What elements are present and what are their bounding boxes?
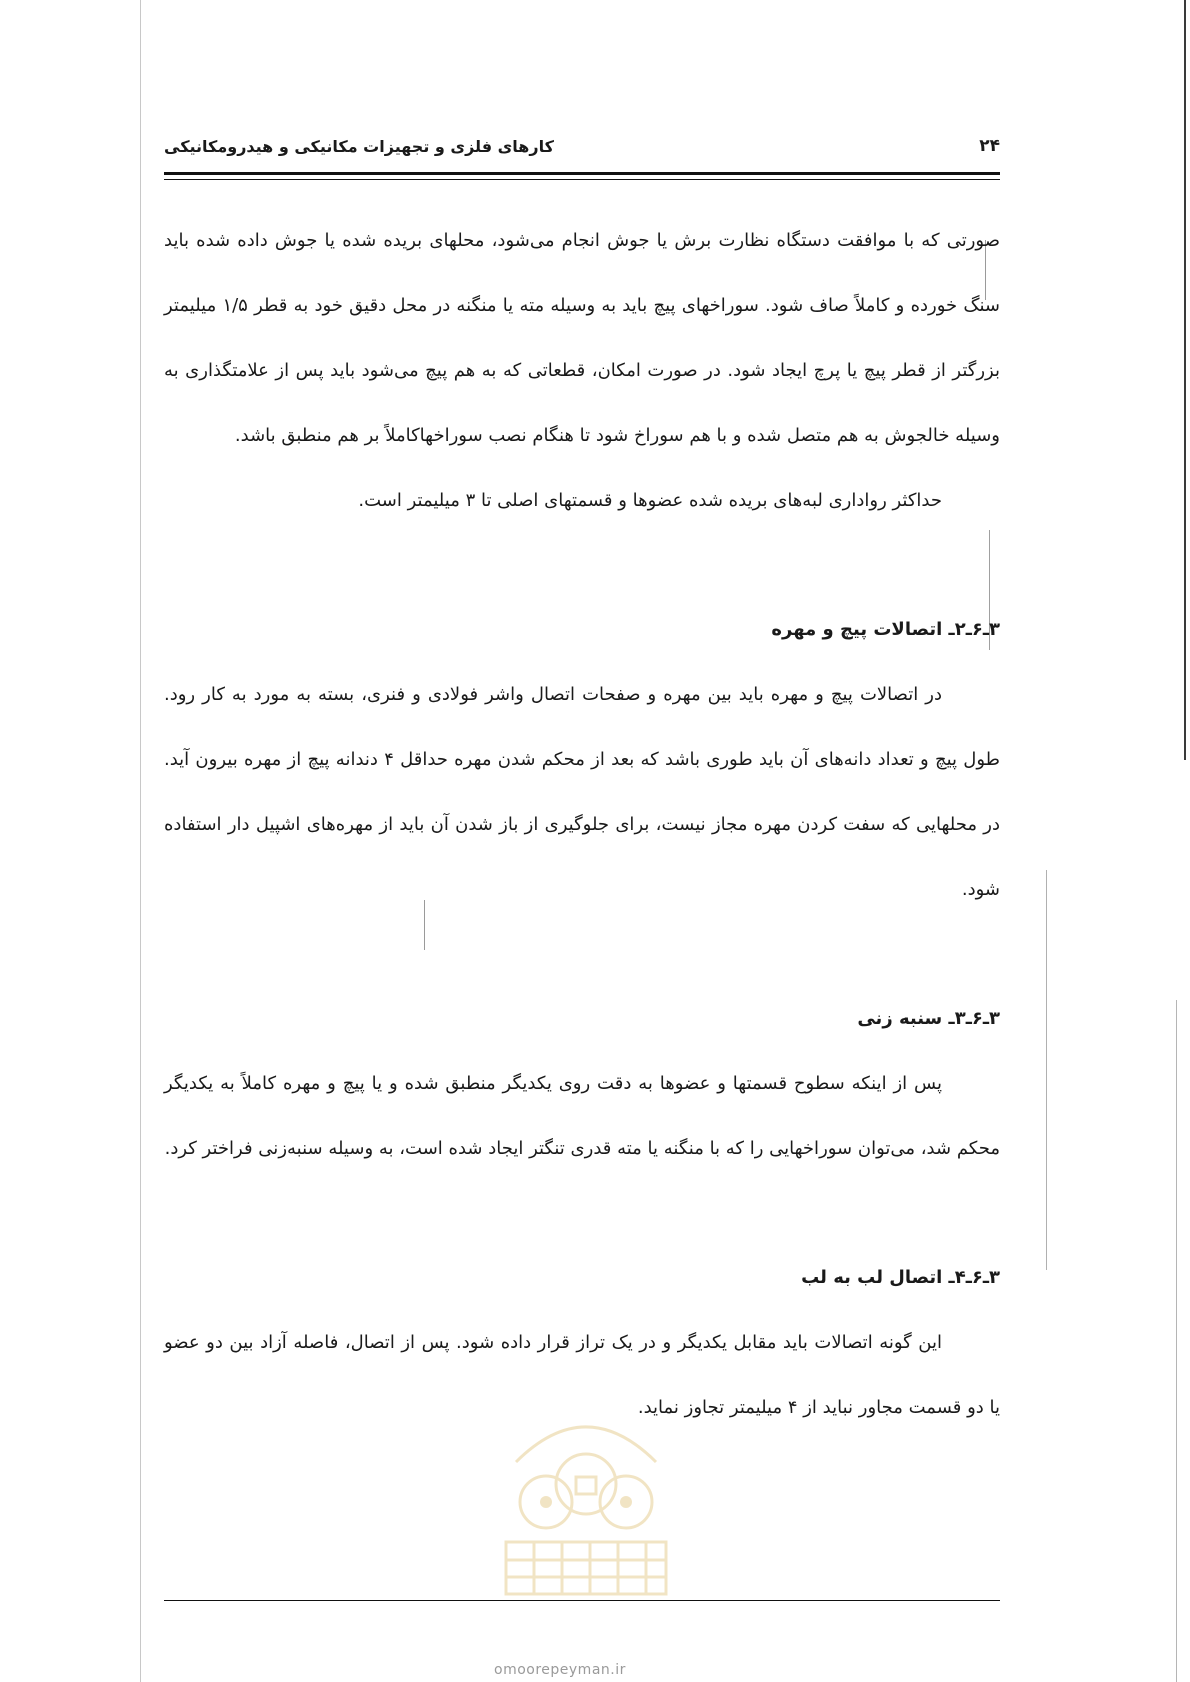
- main-content: [164, 208, 1000, 1440]
- header-rule-thick: [164, 172, 1000, 175]
- intro-paragraph: صورتی که با موافقت دستگاه نظارت برش یا جوش انجام می‌شود، محلهای بریده شده یا جوش داده شده باید سنگ خورده و کاملاً صاف شود. سوراخهای پیچ باید به وسیله مته یا منگنه در محل دقیق خود به قطر ۱/۵ میلیمتر بزرگتر از قطر پیچ یا پرچ ایجاد شود. در صورت امکان، قطعاتی که به هم پیچ می‌شود باید پس از علامتگذاری به وسیله خالجوش به هم متصل شده و با هم سوراخ شود تا هنگام نصب سوراخهاکاملاً بر هم منطبق باشد.: [164, 230, 1000, 446]
- section-paragraph-punching: پس از اینکه سطوح قسمتها و عضوها به دقت روی یکدیگر منطبق شده و یا پیچ و مهره کاملاً به یکدیگر محکم شد، می‌توان سوراخهایی را که با منگنه یا مته قدری تنگتر ایجاد شده است، به وسیله سنبه‌زنی فراختر کرد.: [164, 1073, 1000, 1159]
- header-title: کارهای فلزی و تجهیزات مکانیکی و هیدرومکانیکی: [164, 136, 554, 156]
- section-heading-bolts: ۳ـ۶ـ۲ـ اتصالات پیچ و مهره: [771, 619, 1000, 640]
- footer-rule: [164, 1600, 1000, 1601]
- tolerance-paragraph: حداکثر رواداری لبه‌های بریده شده عضوها و قسمتهای اصلی تا ۳ میلیمتر است.: [358, 490, 942, 511]
- scan-artifact-line: [1176, 1000, 1177, 1682]
- spacer: [164, 922, 1000, 986]
- watermark-seal-icon: [486, 1372, 686, 1604]
- scan-artifact-line: [1184, 0, 1186, 760]
- section-paragraph-butt-joint: این گونه اتصالات باید مقابل یکدیگر و در یک تراز قرار داده شود. پس از اتصال، فاصله آزاد بین دو عضو یا دو قسمت مجاور نباید از ۴ میلیمتر تجاوز نماید.: [164, 1332, 1000, 1418]
- scan-artifact-line: [140, 0, 141, 1682]
- section-heading-butt-joint: ۳ـ۶ـ۴ـ اتصال لب به لب: [801, 1267, 1000, 1288]
- section-paragraph-bolts: در اتصالات پیچ و مهره باید بین مهره و صفحات اتصال واشر فولادی و فنری، بسته به مورد به کار رود. طول پیچ و تعداد دانه‌های آن باید طوری باشد که بعد از محکم شدن مهره حداقل ۴ دندانه پیچ از مهره بیرون آید. در محلهایی که سفت کردن مهره مجاز نیست، برای جلوگیری از باز شدن آن باید از مهره‌های اشپیل دار استفاده شود.: [164, 684, 1000, 900]
- watermark-url: omoorepeyman.ir: [494, 1662, 626, 1678]
- page-number: ۲۴: [979, 136, 1000, 156]
- spacer: [164, 533, 1000, 597]
- section-heading-punching: ۳ـ۶ـ۳ـ سنبه زنی: [857, 1008, 1000, 1029]
- running-header: [164, 132, 1000, 160]
- spacer: [164, 1181, 1000, 1245]
- header-rule-thin: [164, 179, 1000, 180]
- scan-artifact-line: [1046, 870, 1047, 1270]
